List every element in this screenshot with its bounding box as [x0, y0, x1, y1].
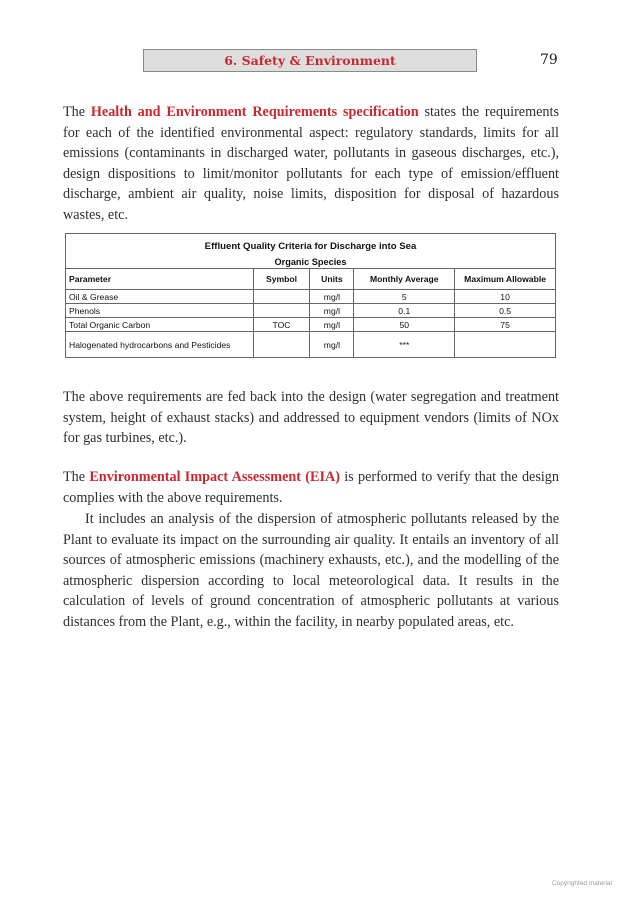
cell-symbol [253, 332, 310, 358]
section-header [143, 49, 477, 72]
cell-parameter: Halogenated hydrocarbons and Pesticides [66, 332, 254, 358]
cell-symbol [253, 304, 310, 318]
cell-parameter: Oil & Grease [66, 290, 254, 304]
table-subtitle-row [66, 256, 556, 269]
cell-parameter: Total Organic Carbon [66, 318, 254, 332]
paragraph-lead: The [63, 469, 90, 485]
header-symbol: Symbol [253, 269, 310, 290]
cell-parameter: Phenols [66, 304, 254, 318]
header-units: Units [310, 269, 354, 290]
paragraph-text: states the requirements for each of the identified environmental aspect: regulatory standards, limits for all emissions (contaminants in discharged water, pollutants in gaseous discharges, etc.), design dispositions to limit/monitor pollutants for each type of emission/effluent discharge, ambient air quality, noise limits, disposition for disposal of hazardous wastes, etc. [63, 104, 559, 223]
section-title: 6. Safety & Environment [224, 53, 396, 68]
paragraph-text: is performed to verify that the design complies with the above requirements. [63, 469, 559, 506]
cell-units: mg/l [310, 290, 354, 304]
cell-monthly-average: *** [354, 332, 455, 358]
cell-monthly-average: 5 [354, 290, 455, 304]
cell-units: mg/l [310, 318, 354, 332]
cell-units: mg/l [310, 304, 354, 318]
table-row [66, 318, 556, 332]
header-parameter: Parameter [66, 269, 254, 290]
paragraph-eia [63, 467, 559, 508]
table-title-row [66, 234, 556, 257]
table-row [66, 290, 556, 304]
page-number: 79 [540, 52, 558, 68]
cell-monthly-average: 50 [354, 318, 455, 332]
cell-units: mg/l [310, 332, 354, 358]
cell-maximum-allowable [455, 332, 556, 358]
table-header-row [66, 269, 556, 290]
paragraph-requirements-spec [63, 102, 559, 225]
paragraph-lead: The [63, 104, 91, 120]
table-subtitle: Organic Species [66, 256, 556, 269]
table-row [66, 332, 556, 358]
highlight-term: Environmental Impact Assessment (EIA) [89, 469, 340, 485]
paragraph-design-feedback: The above requirements are fed back into the design (water segregation and treatment system, height of exhaust stacks) and addressed to equipment vendors (limits of NOx for gas turbines, etc.). [63, 389, 559, 446]
cell-monthly-average: 0.1 [354, 304, 455, 318]
header-maximum-allowable: Maximum Allowable [455, 269, 556, 290]
cell-maximum-allowable: 10 [455, 290, 556, 304]
effluent-criteria-table [65, 233, 556, 358]
cell-symbol [253, 290, 310, 304]
copyright-notice: Copyrighted material [552, 880, 612, 887]
highlight-term: Health and Environment Requirements specification [90, 104, 419, 120]
cell-maximum-allowable: 0.5 [455, 304, 556, 318]
cell-maximum-allowable: 75 [455, 318, 556, 332]
header-monthly-average: Monthly Average [354, 269, 455, 290]
table-row [66, 304, 556, 318]
table-title: Effluent Quality Criteria for Discharge into Sea [66, 234, 556, 257]
paragraph-dispersion-analysis: It includes an analysis of the dispersion of atmospheric pollutants released by the Plant to evaluate its impact on the surrounding air quality. It entails an inventory of all sources of atmospheric emissions (machinery exhausts, etc.), and the modelling of the atmospheric dispersion according to local meteorological data. It results in the calculation of levels of ground concentration of atmospheric pollutants at various distances from the Plant, e.g., within the facility, in nearby populated areas, etc. [63, 511, 559, 630]
cell-symbol: TOC [253, 318, 310, 332]
